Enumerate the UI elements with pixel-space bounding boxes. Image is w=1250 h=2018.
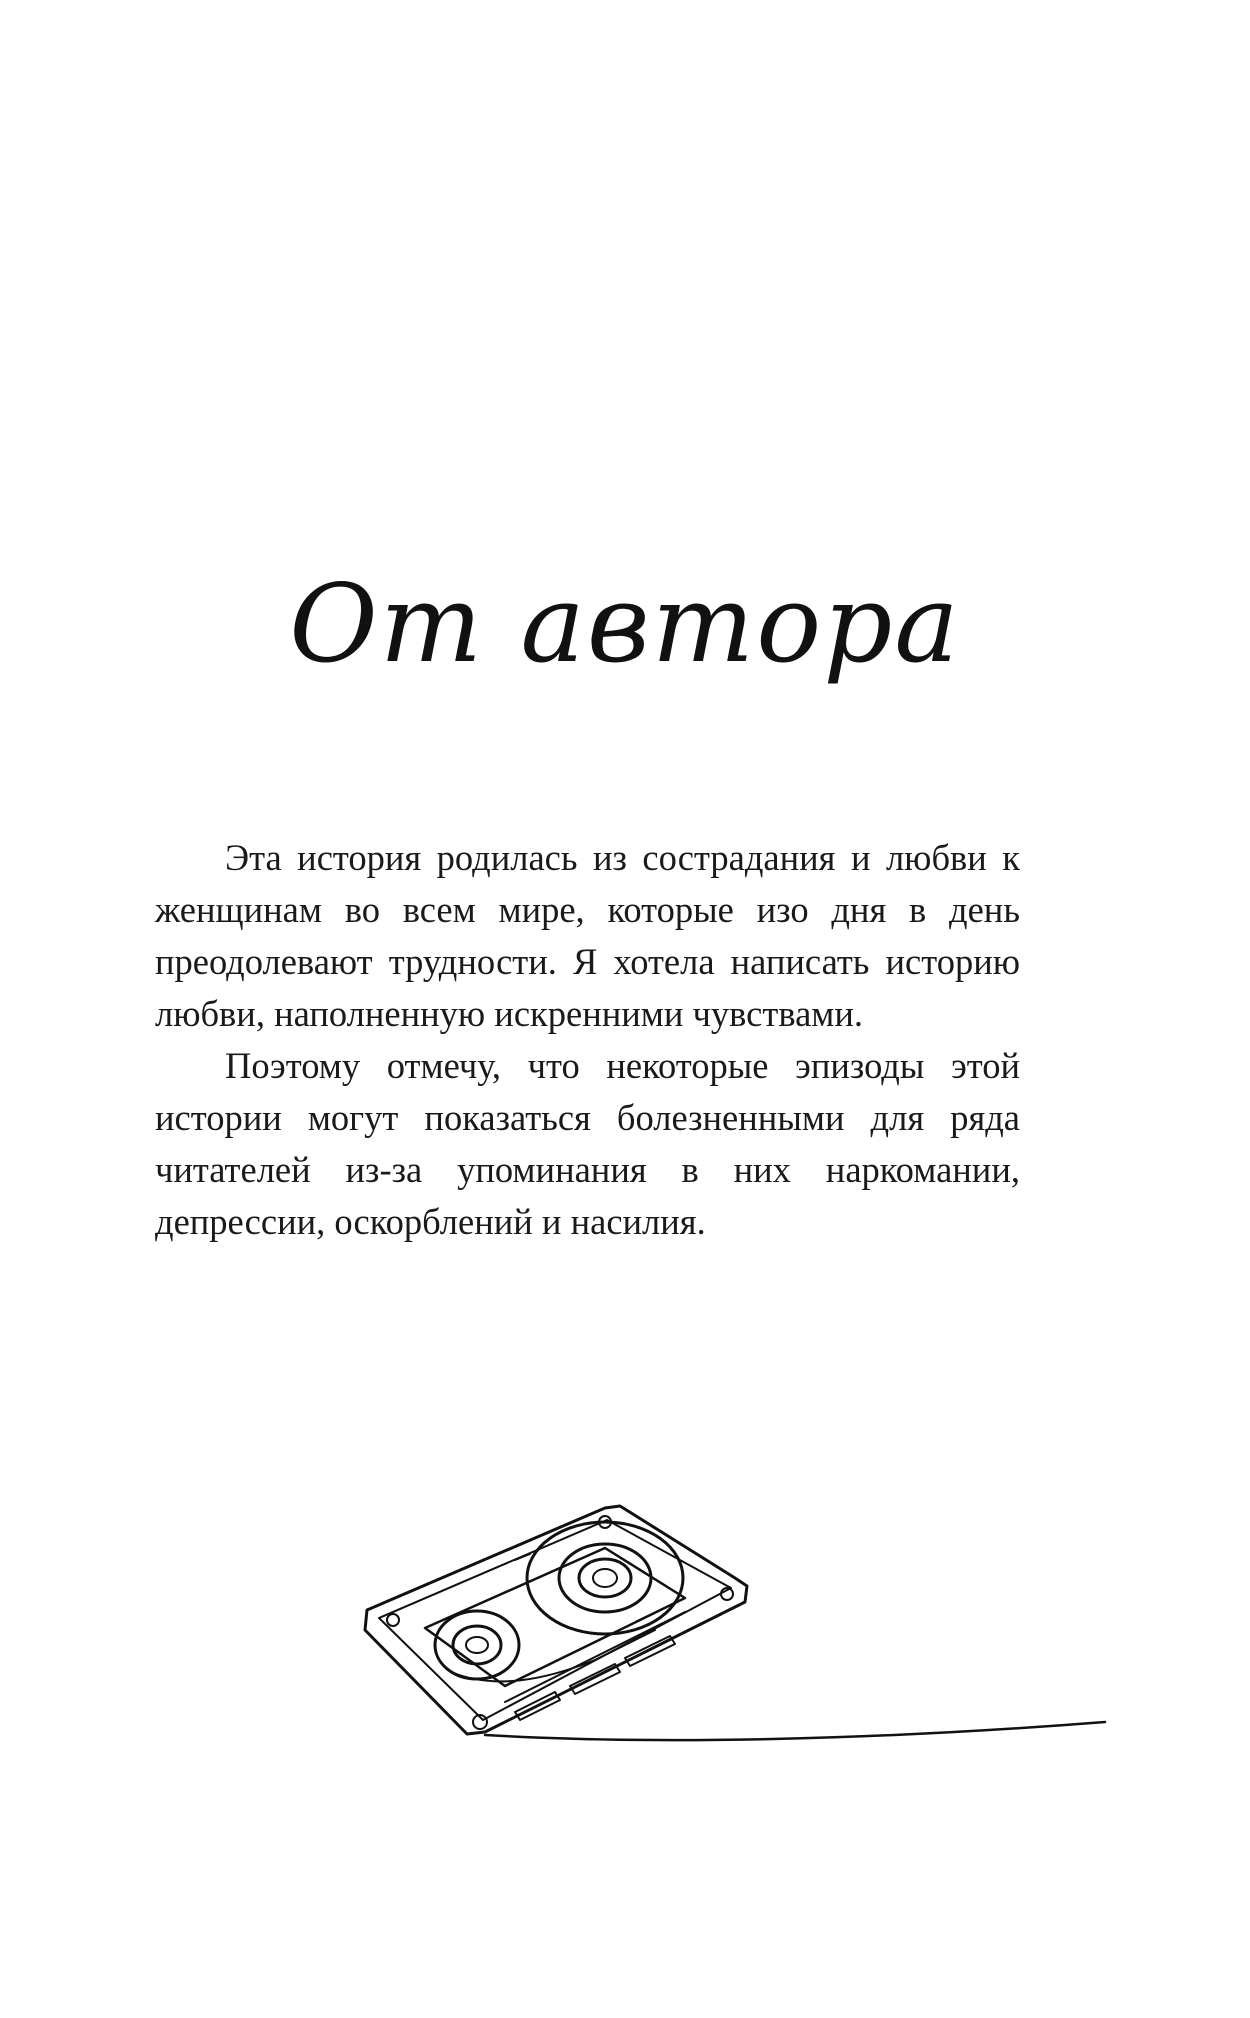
cassette-tape-icon <box>355 1490 1115 1770</box>
ground-line <box>485 1722 1105 1740</box>
author-note-text <box>155 832 1020 1248</box>
paragraph-1: Эта история родилась из сострадания и любви к женщинам во всем мире, которые изо дня в день преодолевают трудности. Я хотела написать историю любви, наполненную искренними чувствами. <box>155 837 1020 1034</box>
paragraph-2: Поэтому отмечу, что некоторые эпизоды этой истории могут показаться болезненными для ряда читателей из-за упоминания в них наркомании, депрессии, оскорблений и насилия. <box>155 1045 1020 1242</box>
screw-1 <box>387 1614 399 1626</box>
chapter-title: От автора <box>289 562 961 687</box>
right-reel <box>527 1522 683 1634</box>
